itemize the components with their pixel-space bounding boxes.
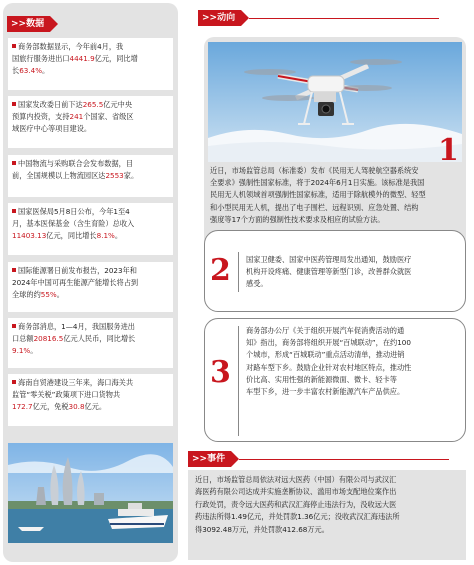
news-item-3-text: 商务部办公厅《关于组织开展汽车促消费活动的通 知》指出，商务部将组织开展“百城联动”，在约100 个城市，形成“百城联动”重点活动清单，推动进销 对路车型下乡。鼓励企业针对农村地区特点，推动性 价比高、实用性强的新能源微面、微卡、轻卡等 车型下乡，进一步丰富农村新能源汽车产品供应。 <box>246 326 412 397</box>
item-number-1: 1 <box>438 133 459 168</box>
event-section-header <box>188 451 449 467</box>
data-header-label: >>数据 <box>7 16 50 32</box>
event-text: 近日，市场监管总局依法对远大医药（中国）有限公司与武汉汇 海医药有限公司达成并实施垄断协议、滥用市场支配地位案作出 行政处罚，责令远大医药和武汉汇海停止违法行为，没收远大医 药违法所得1.49亿元，并处罚款1.36亿元；没收武汉汇海违法所 得3092.48万元，并处罚款412.68万元。 <box>195 475 400 534</box>
data-card: 海南自贸港建设三年来，海口海关共 监管“零关税”政策项下进口货物共 172.7亿元，免税30.8亿元。 <box>8 374 173 426</box>
trend-header-label: >>动向 <box>198 10 241 26</box>
trend-section-header <box>198 10 439 26</box>
data-card: 国家医保局5月8日公布，今年1至4 月，基本医保基金（含生育险）总收入 11403.13亿元，同比增长8.1%。 <box>8 203 173 255</box>
event-header-label: >>事件 <box>188 451 231 467</box>
item-number-3: 3 <box>210 355 231 390</box>
data-card: 商务部数据显示，今年前4月，我 国旅行服务进出口4441.9亿元，同比增 长63.4%。 <box>8 38 173 90</box>
item-number-2: 2 <box>210 253 231 288</box>
data-card: 国际能源署日前发布报告，2023年和 2024年中国可再生能源产能增长将占到 全球的约55%。 <box>8 262 173 312</box>
news-item-2-text: 国家卫健委、国家中医药管理局发出通知，鼓励医疗 机构开设疼痛、健康管理等新型门诊，改善群众就医 感受。 <box>246 255 412 289</box>
data-card: 商务部消息，1—4月，我国服务进出 口总额20816.5亿元人民币，同比增长 9.1%。 <box>8 318 173 368</box>
data-section-header <box>7 16 58 32</box>
news-item-1-text: 近日，市场监管总局（标准委）发布《民用无人驾驶航空器系统安 全要求》强制性国家标准，将于2024年6月1日实施。该标准是我国 民用无人机领域首项强制性国家标准，适用于除航模外的微型、轻型 和小型民用无人机，提出了电子围栏、远程识别、应急处置、结构 强度等17个方面的强制性技术要求及相应的试验方法。 <box>210 166 426 224</box>
drone-photo <box>208 42 462 162</box>
data-card: 国家发改委日前下达265.5亿元中央 预算内投资，支持241个国家、省级区 域医疗中心等项目建设。 <box>8 96 173 148</box>
hainan-resort-photo <box>8 443 173 543</box>
data-card: 中国物流与采购联合会发布数据，目 前，全国规模以上物流园区达2553家。 <box>8 155 173 197</box>
